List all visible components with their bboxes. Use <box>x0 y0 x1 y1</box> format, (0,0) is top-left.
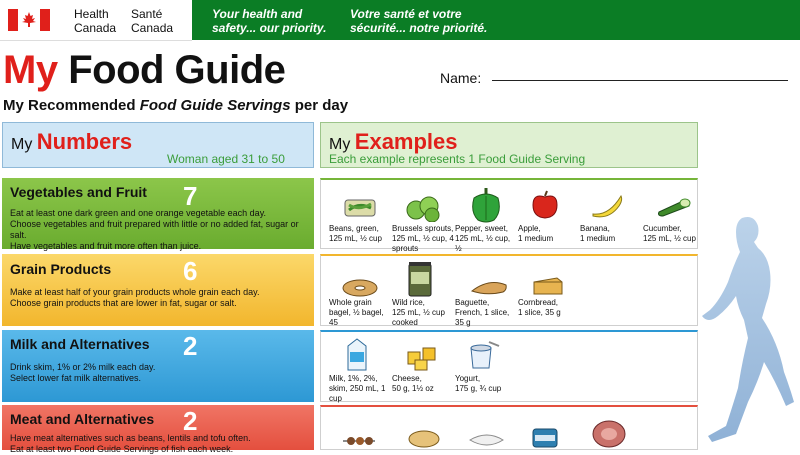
example-caption: Beans, green, <box>329 224 379 233</box>
group-tip: Select lower fat milk alternatives. <box>10 373 142 383</box>
title-my: My <box>3 48 58 92</box>
green-beans-icon <box>343 196 377 220</box>
sante-canada-fr <box>131 7 173 35</box>
example-caption: cup <box>329 394 342 403</box>
group-servings: 6 <box>183 256 198 286</box>
brussels-sprouts-icon <box>405 194 443 222</box>
government-wordmark <box>0 0 192 41</box>
example-caption: 125 mL, ½ cup, ½ <box>455 234 511 253</box>
canned-fish-icon <box>531 425 559 449</box>
example-caption: Apple, <box>518 224 541 233</box>
example-caption: bagel, ½ bagel, 45 <box>329 308 384 327</box>
example-caption: Brussels sprouts, <box>392 224 454 233</box>
slogan-fr <box>350 7 487 35</box>
yogurt-icon <box>467 338 501 370</box>
example-caption: cooked <box>392 318 418 327</box>
subtitle-post: per day <box>290 97 349 114</box>
examples-header-title: Examples <box>354 129 458 154</box>
title-rest: Food Guide <box>68 48 286 92</box>
example-caption: 35 g <box>455 318 471 327</box>
slogan-en-line: Your health and <box>212 7 303 21</box>
group-vegetables-fruit <box>2 178 314 249</box>
example-caption: Banana, <box>580 224 610 233</box>
group-tip: Have vegetables and fruit more often than juice. <box>10 241 202 251</box>
example-caption: sprouts <box>392 244 419 253</box>
examples-milk-row <box>320 330 698 402</box>
example-caption: 125 mL, ½ cup, 4 <box>392 234 454 243</box>
numbers-header-subtitle: Woman aged 31 to 50 <box>167 152 285 166</box>
dept-en-line: Health <box>74 7 109 21</box>
group-meat-alternatives <box>2 405 314 454</box>
slogan-en-line: safety... our priority. <box>212 21 327 35</box>
example-caption: Cheese, <box>392 374 422 383</box>
group-servings: 2 <box>183 331 198 361</box>
page-subtitle <box>3 97 348 114</box>
slogan-en <box>212 7 326 35</box>
dept-fr-line: Santé <box>131 7 163 21</box>
group-title: Meat and Alternatives <box>10 411 155 427</box>
subtitle-em: Food Guide Servings <box>139 97 291 114</box>
group-tip: Eat at least two Food Guide Servings of fish each week. <box>10 444 234 454</box>
slogan-fr-line: Votre santé et votre <box>350 7 462 21</box>
group-servings: 7 <box>183 181 198 211</box>
group-grain-products <box>2 254 314 326</box>
example-caption: Baguette, <box>455 298 490 307</box>
example-caption: Milk, 1%, 2%, <box>329 374 378 383</box>
group-milk-alternatives <box>2 330 314 402</box>
cornbread-icon <box>531 274 565 298</box>
example-caption: 125 mL, ½ cup <box>329 234 382 243</box>
example-caption: Wild rice, <box>392 298 425 307</box>
example-caption: French, 1 slice, <box>455 308 510 317</box>
group-tip: Have meat alternatives such as beans, lentils and tofu often. <box>10 433 251 443</box>
fish-icon <box>467 433 507 447</box>
example-caption: Whole grain <box>329 298 372 307</box>
group-title: Milk and Alternatives <box>10 336 150 352</box>
kebab-icon <box>341 433 377 449</box>
wild-rice-icon <box>407 260 433 298</box>
name-label: Name: <box>440 70 482 86</box>
cheese-icon <box>405 342 441 372</box>
numbers-header-my: My <box>11 136 33 153</box>
examples-header-my: My <box>329 136 351 153</box>
ham-icon <box>591 419 627 449</box>
group-tip: Eat at least one dark green and one orange vegetable each day. <box>10 208 267 218</box>
examples-header <box>320 122 698 168</box>
banana-icon <box>589 192 625 220</box>
milk-carton-icon <box>345 336 369 372</box>
examples-vegetables-row <box>320 178 698 253</box>
examples-header-subtitle: Each example represents 1 Food Guide Serving <box>329 152 586 166</box>
group-servings: 2 <box>183 406 198 436</box>
example-caption: 50 g, 1½ oz <box>392 384 434 393</box>
example-caption: Yogurt, <box>455 374 481 383</box>
group-tip: Choose vegetables and fruit prepared with little or no added fat, sugar or salt. <box>10 219 299 240</box>
page-title <box>3 46 285 94</box>
group-title: Grain Products <box>10 261 112 277</box>
example-caption: Cucumber, <box>643 224 682 233</box>
example-caption: 175 g, ¾ cup <box>455 384 502 393</box>
bagel-icon <box>341 278 379 298</box>
group-tip: Drink skim, 1% or 2% milk each day. <box>10 362 156 372</box>
slogan-fr-line: sécurité... notre priorité. <box>350 21 488 35</box>
dept-fr-line: Canada <box>131 21 174 35</box>
sweet-pepper-icon <box>469 186 503 224</box>
examples-grain-row <box>320 254 698 326</box>
group-tip: Make at least half of your grain products whole grain each day. <box>10 287 260 297</box>
cucumber-icon <box>655 196 693 218</box>
examples-meat-row <box>320 405 698 450</box>
bread-roll-icon <box>407 429 441 449</box>
example-caption: Pepper, sweet, <box>455 224 508 233</box>
example-caption: 125 mL, ½ cup <box>643 234 696 243</box>
numbers-header <box>2 122 314 168</box>
dept-en-line: Canada <box>74 21 117 35</box>
example-caption: 1 medium <box>518 234 554 243</box>
example-caption: 125 mL, ½ cup <box>392 308 445 317</box>
example-caption: Cornbread, <box>518 298 559 307</box>
canada-flag-icon <box>8 9 50 31</box>
example-caption: skim, 250 mL, 1 <box>329 384 386 393</box>
group-title: Vegetables and Fruit <box>10 184 147 200</box>
woman-silhouette-icon <box>698 212 798 450</box>
name-field[interactable] <box>492 80 788 81</box>
numbers-header-title: Numbers <box>36 129 133 154</box>
subtitle-pre: My Recommended <box>3 97 140 114</box>
example-caption: 1 medium <box>580 234 616 243</box>
baguette-icon <box>469 280 509 296</box>
example-caption: 1 slice, 35 g <box>518 308 561 317</box>
apple-icon <box>530 190 560 220</box>
group-tip: Choose grain products that are lower in fat, sugar or salt. <box>10 298 237 308</box>
health-canada-en <box>74 7 116 35</box>
slogan-bar <box>192 0 800 40</box>
